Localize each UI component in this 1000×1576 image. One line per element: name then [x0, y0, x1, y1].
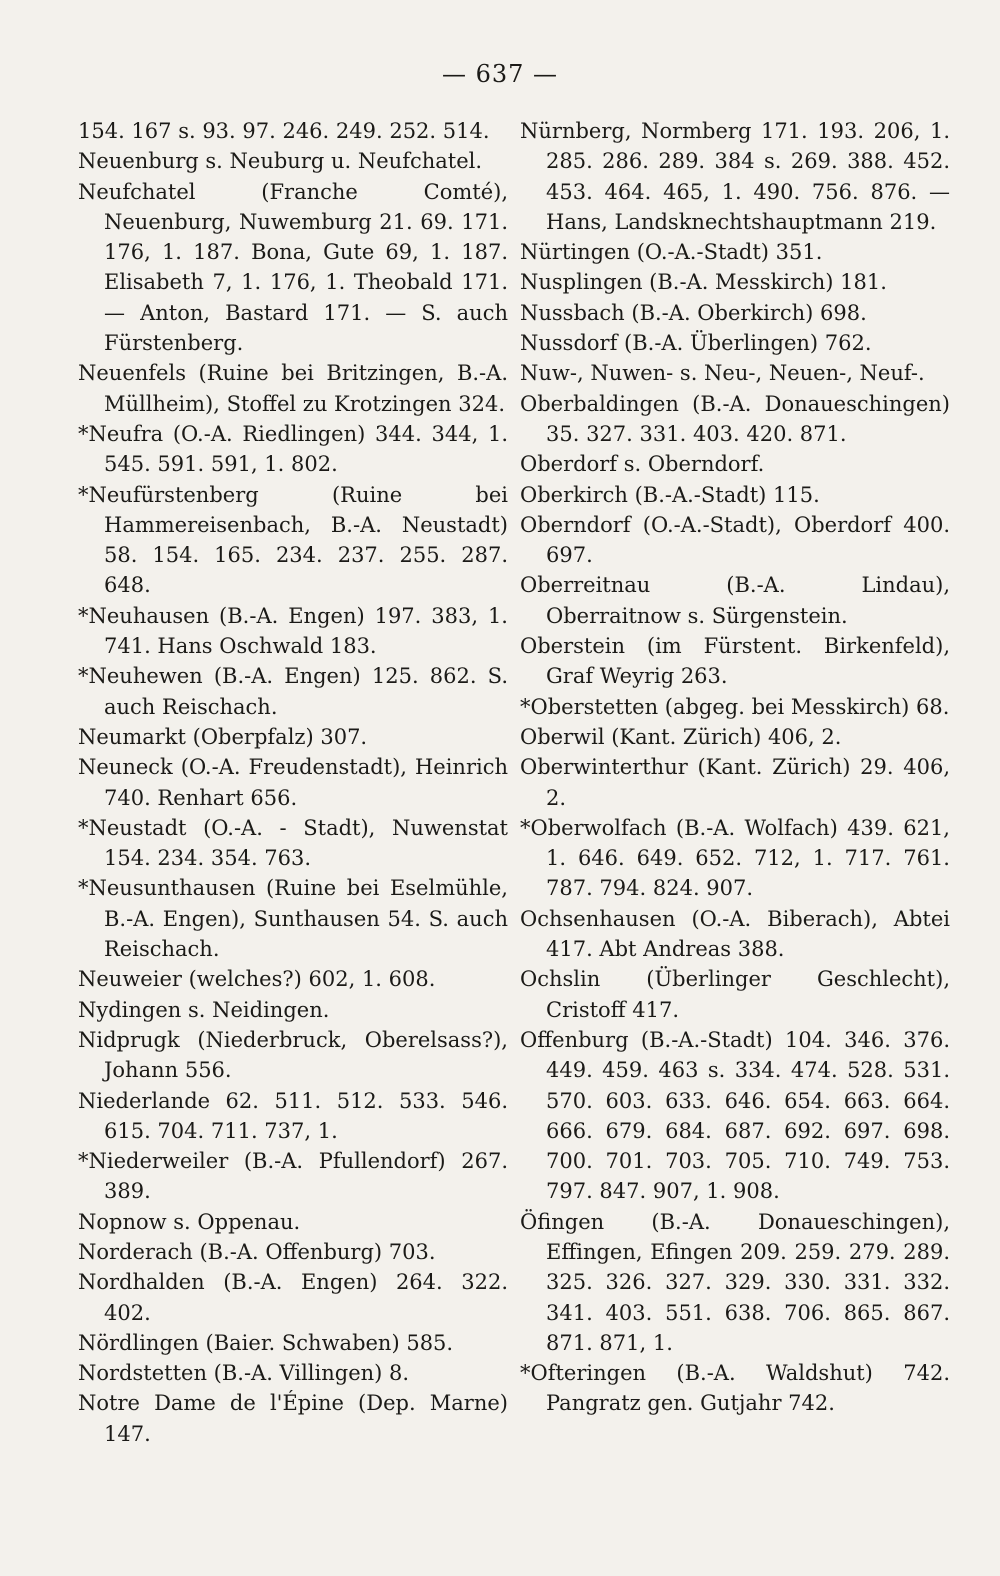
index-entry: Nussbach (B.-A. Oberkirch) 698.: [520, 300, 867, 325]
index-entry: Nusplingen (B.-A. Messkirch) 181.: [520, 270, 887, 295]
index-entry: Oberkirch (B.-A.-Stadt) 115.: [520, 482, 820, 507]
index-entry: Neuenburg s. Neuburg u. Neufchatel.: [78, 149, 483, 174]
index-entry: Ochslin (Überlinger Geschlecht), Cristoff 417.: [520, 967, 950, 1022]
index-entry: Nördlingen (Baier. Schwaben) 585.: [78, 1330, 454, 1355]
index-entry: Neuenfels (Ruine bei Britzingen, B.-A. Müllheim), Stoffel zu Krotzingen 324.: [78, 361, 508, 416]
index-entry: Öfingen (B.-A. Donaueschingen), Effingen, Efingen 209. 259. 279. 289. 325. 326. 327. 329. 330. 331. 332. 341. 403. 551. 638. 706. 865. 867. 871. 871, 1.: [520, 1209, 950, 1355]
index-entry: Oberstein (im Fürstent. Birkenfeld), Graf Weyrig 263.: [520, 634, 950, 689]
index-entry: Norderach (B.-A. Offenburg) 703.: [78, 1239, 436, 1264]
index-entry: Oberndorf (O.-A.-Stadt), Oberdorf 400. 697.: [520, 512, 950, 568]
index-entry: *Neufra (O.-A. Riedlingen) 344. 344, 1. 545. 591. 591, 1. 802.: [78, 421, 508, 477]
index-entry: *Oberwolfach (B.-A. Wolfach) 439. 621, 1. 646. 649. 652. 712, 1. 717. 761. 787. 794. 824. 907.: [520, 815, 950, 901]
index-column-left: [78, 116, 508, 1449]
index-entry: Neufchatel (Franche Comté), Neuenburg, Nuwemburg 21. 69. 171. 176, 1. 187. Bona, Gute 69, 1. 187. Elisabeth 7, 1. 176, 1. Theobald 171. — Anton, Bastard 171. — S. auch Fürstenberg.: [78, 179, 508, 356]
index-entry: *Niederweiler (B.-A. Pfullendorf) 267. 389.: [78, 1149, 508, 1204]
index-entry: Offenburg (B.-A.-Stadt) 104. 346. 376. 449. 459. 463 s. 334. 474. 528. 531. 570. 603. 633. 646. 654. 663. 664. 666. 679. 684. 687. 692. 697. 698. 700. 701. 703. 705. 710. 749. 753. 797. 847. 907, 1. 908.: [520, 1027, 950, 1204]
index-entry: *Neuhausen (B.-A. Engen) 197. 383, 1. 741. Hans Oschwald 183.: [78, 603, 508, 659]
index-entry: *Neustadt (O.-A. - Stadt), Nuwenstat 154. 234. 354. 763.: [78, 815, 508, 871]
index-entry: Notre Dame de l'Épine (Dep. Marne) 147.: [78, 1391, 508, 1446]
index-entry: Oberwinterthur (Kant. Zürich) 29. 406, 2.: [520, 755, 950, 810]
index-entry: Neuweier (welches?) 602, 1. 608.: [78, 967, 436, 992]
index-entry: Oberdorf s. Oberndorf.: [520, 452, 765, 477]
index-column-right: [520, 116, 950, 1419]
index-entry: Nordstetten (B.-A. Villingen) 8.: [78, 1361, 410, 1386]
index-entry: Oberwil (Kant. Zürich) 406, 2.: [520, 724, 842, 749]
index-entry: Oberreitnau (B.-A. Lindau), Oberraitnow s. Sürgenstein.: [520, 573, 950, 628]
index-entry: Nidprugk (Niederbruck, Oberelsass?), Johann 556.: [78, 1027, 508, 1083]
index-entry: *Neufürstenberg (Ruine bei Hammereisenbach, B.-A. Neustadt) 58. 154. 165. 234. 237. 255. 287. 648.: [78, 482, 508, 598]
index-entry: Nordhalden (B.-A. Engen) 264. 322. 402.: [78, 1270, 508, 1325]
index-entry: *Neusunthausen (Ruine bei Eselmühle, B.-A. Engen), Sunthausen 54. S. auch Reischach.: [78, 876, 508, 962]
page-number: — 637 —: [441, 60, 559, 88]
index-entry: Neumarkt (Oberpfalz) 307.: [78, 724, 368, 749]
index-entry: Nopnow s. Oppenau.: [78, 1209, 301, 1234]
index-entry: 154. 167 s. 93. 97. 246. 249. 252. 514.: [78, 119, 490, 143]
index-entry: Neuneck (O.-A. Freudenstadt), Heinrich 740. Renhart 656.: [78, 755, 508, 810]
index-entry: *Neuhewen (B.-A. Engen) 125. 862. S. auch Reischach.: [78, 664, 508, 719]
index-entry: *Oberstetten (abgeg. bei Messkirch) 68.: [520, 694, 950, 719]
index-entry: *Ofteringen (B.-A. Waldshut) 742. Pangratz gen. Gutjahr 742.: [520, 1361, 950, 1416]
index-entry: Ochsenhausen (O.-A. Biberach), Abtei 417. Abt Andreas 388.: [520, 906, 950, 962]
index-entry: Nürtingen (O.-A.-Stadt) 351.: [520, 240, 823, 265]
index-entry: Nydingen s. Neidingen.: [78, 997, 330, 1022]
index-entry: Niederlande 62. 511. 512. 533. 546. 615. 704. 711. 737, 1.: [78, 1088, 508, 1143]
index-entry: Oberbaldingen (B.-A. Donaueschingen) 35. 327. 331. 403. 420. 871.: [520, 391, 950, 446]
index-entry: Nürnberg, Normberg 171. 193. 206, 1. 285. 286. 289. 384 s. 269. 388. 452. 453. 464. 465, 1. 490. 756. 876. — Hans, Landsknechtshauptmann 219.: [520, 119, 950, 234]
index-entry: Nussdorf (B.-A. Überlingen) 762.: [520, 331, 872, 356]
index-entry: Nuw-, Nuwen- s. Neu-, Neuen-, Neuf-.: [520, 361, 925, 386]
